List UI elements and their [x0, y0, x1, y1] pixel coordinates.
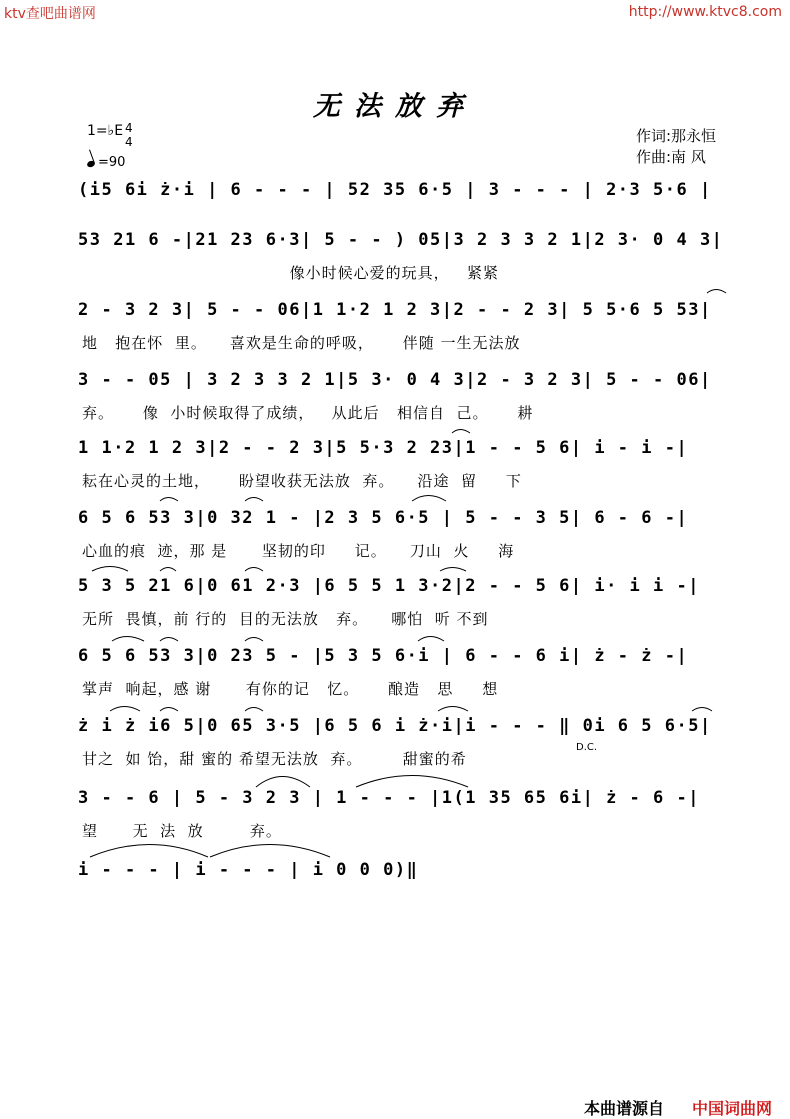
tempo-value: =90	[98, 155, 126, 170]
score-row-music: 3 - - 6 | 5 - 3 2 3 | 1 - - - |1(1 35 65 6i| ż - 6 -|	[78, 788, 700, 808]
score-row-lyric: 望 无 法 放 弃。	[82, 822, 282, 840]
key-line: 1=♭E	[87, 123, 124, 139]
watermark-left: ktv查吧曲谱网	[4, 6, 96, 22]
score-row-music: 53 21 6 -|21 23 6·3| 5 - - ) 05|3 2 3 3 2 1|2 3· 0 4 3|	[78, 230, 724, 250]
score-row-lyric: 弃。 像 小时候取得了成绩， 从此后 相信自 己。 耕	[82, 404, 534, 422]
score-row-lyric: 甘之 如 饴，甜 蜜的 希望无法放 弃。 甜蜜的希	[82, 750, 467, 768]
score-row-lyric: 像小时候心爱的玩具， 紧紧	[82, 264, 499, 282]
score-row-lyric: 无所 畏慎，前 行的 目的无法放 弃。 哪怕 听 不到	[82, 610, 489, 628]
score-row-music: (i5 6i ż·i | 6 - - - | 52 35 6·5 | 3 - - - | 2·3 5·6 |	[78, 180, 712, 200]
time-signature-top: 4	[125, 121, 133, 135]
score-row-lyric: 耘在心灵的土地， 盼望收获无法放 弃。 沿途 留 下	[82, 472, 522, 490]
score-row-music: ż i ż i6 5|0 65 3·5 |6 5 6 i ż·i|i - - - ‖ 0i 6 5 6·5|	[78, 716, 712, 736]
score-row-lyric: 心血的痕 迹，那 是 坚韧的印 记。 刀山 火 海	[82, 542, 515, 560]
time-signature-bottom: 4	[125, 135, 133, 149]
lyricist: 作词:那永恒	[636, 127, 717, 145]
composer: 作曲:南 风	[636, 148, 706, 166]
score-row-music: 2 - 3 2 3| 5 - - 06|1 1·2 1 2 3|2 - - 2 3| 5 5·6 5 53|	[78, 300, 712, 320]
footer-source-label: 本曲谱源自	[584, 1099, 665, 1118]
score-row-music: 3 - - 05 | 3 2 3 3 2 1|5 3· 0 4 3|2 - 3 2 3| 5 - - 06|	[78, 370, 712, 390]
footer-source-link[interactable]: 中国词曲网	[692, 1099, 773, 1118]
watermark-right: http://www.ktvc8.com	[628, 4, 782, 20]
score-row-music: 5 3 5 21 6|0 61 2·3 |6 5 5 1 3·2|2 - - 5 6| i· i i -|	[78, 576, 700, 596]
score-row-lyric: 掌声 响起，感 谢 有你的记 忆。 酿造 思 想	[82, 680, 499, 698]
score-row-music: 1 1·2 1 2 3|2 - - 2 3|5 5·3 2 23|1 - - 5 6| i - i -|	[78, 438, 689, 458]
dc-mark: D.C.	[576, 742, 598, 753]
song-title: 无法放弃	[313, 91, 477, 122]
score-row-lyric: 地 抱在怀 里。 喜欢是生命的呼吸， 伴随 一生无法放	[82, 334, 521, 352]
score-row-music: 6 5 6 53 3|0 32 1 - |2 3 5 6·5 | 5 - - 3 5| 6 - 6 -|	[78, 508, 689, 528]
score-row-music: i - - - | i - - - | i 0 0 0)‖	[78, 860, 419, 880]
score-row-music: 6 5 6 53 3|0 23 5 - |5 3 5 6·i | 6 - - 6 i| ż - ż -|	[78, 646, 689, 666]
